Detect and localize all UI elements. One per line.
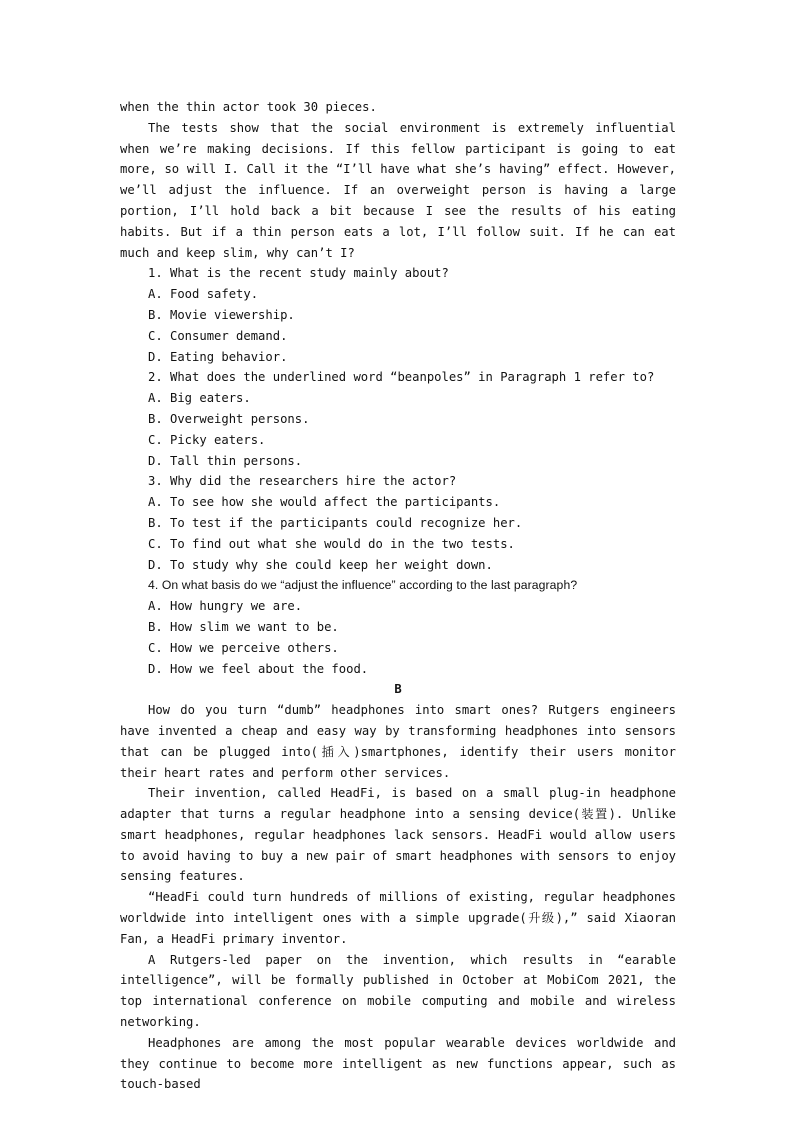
question-1 xyxy=(120,263,676,367)
option-b: B. How slim we want to be. xyxy=(148,619,339,634)
option-d: D. How we feel about the food. xyxy=(148,661,369,676)
option-a: A. How hungry we are. xyxy=(148,599,303,614)
option-a: A. To see how she would affect the participants. xyxy=(148,495,501,510)
option-a: A. Big eaters. xyxy=(148,391,251,406)
option-d: D. To study why she could keep her weight down. xyxy=(148,557,493,572)
option-a: A. Food safety. xyxy=(148,287,259,302)
passage-b-paragraph-3: “HeadFi could turn hundreds of millions of existing, regular headphones worldwide into intelligent ones with a simple upgrade(升级),” said Xiaoran Fan, a HeadFi primary inventor. xyxy=(120,890,676,946)
option-b: B. Movie viewership. xyxy=(148,307,295,322)
question-stem: 1. What is the recent study mainly about? xyxy=(148,266,449,281)
option-c: C. Consumer demand. xyxy=(148,328,288,343)
question-stem: 4. On what basis do we “adjust the influence” according to the last paragraph? xyxy=(148,578,578,593)
question-4 xyxy=(120,575,676,679)
passage-b-paragraph-5: Headphones are among the most popular wearable devices worldwide and they continue to become more intelligent as new functions appear, such as touch-based xyxy=(120,1035,676,1092)
section-title-b: B xyxy=(394,682,402,697)
question-stem: 3. Why did the researchers hire the actor? xyxy=(148,474,457,489)
option-d: D. Tall thin persons. xyxy=(148,453,303,468)
document-page xyxy=(120,97,676,1095)
question-3 xyxy=(120,471,676,575)
option-c: C. To find out what she would do in the two tests. xyxy=(148,536,515,551)
passage-b-paragraph-4: A Rutgers-led paper on the invention, which results in “earable intelligence”, will be formally published in October at MobiCom 2021, the top international conference on mobile computing and mobile and wireless networking. xyxy=(120,952,676,1030)
passage-a-final-paragraph: The tests show that the social environment is extremely influential when we’re making decisions. If this fellow participant is going to eat more, so will I. Call it the “I’ll have what she’s having” effect. However, we’ll adjust the influence. If an overweight person is having a large portion, I’ll hold back a bit because I see the results of his eating habits. But if a thin person eats a lot, I’ll follow suit. If he can eat much and keep slim, why can’t I? xyxy=(120,120,676,260)
option-c: C. Picky eaters. xyxy=(148,432,266,447)
option-d: D. Eating behavior. xyxy=(148,349,288,364)
passage-b-paragraph-1: How do you turn “dumb” headphones into smart ones? Rutgers engineers have invented a cheap and easy way by transforming headphones into sensors that can be plugged into(插入)smartphones, identify their users monitor their heart rates and perform other services. xyxy=(120,703,676,780)
passage-a-continued-line: when the thin actor took 30 pieces. xyxy=(120,100,377,114)
passage-b-paragraph-2: Their invention, called HeadFi, is based on a small plug-in headphone adapter that turns a regular headphone into a sensing device(装置). Unlike smart headphones, regular headphones lack sensors. HeadFi would allow users to avoid having to buy a new pair of smart headphones with sensors to enjoy sensing features. xyxy=(120,786,676,884)
question-2 xyxy=(120,367,676,471)
option-c: C. How we perceive others. xyxy=(148,640,339,655)
option-b: B. To test if the participants could recognize her. xyxy=(148,515,523,530)
question-stem: 2. What does the underlined word “beanpoles” in Paragraph 1 refer to? xyxy=(148,370,655,385)
option-b: B. Overweight persons. xyxy=(148,411,310,426)
